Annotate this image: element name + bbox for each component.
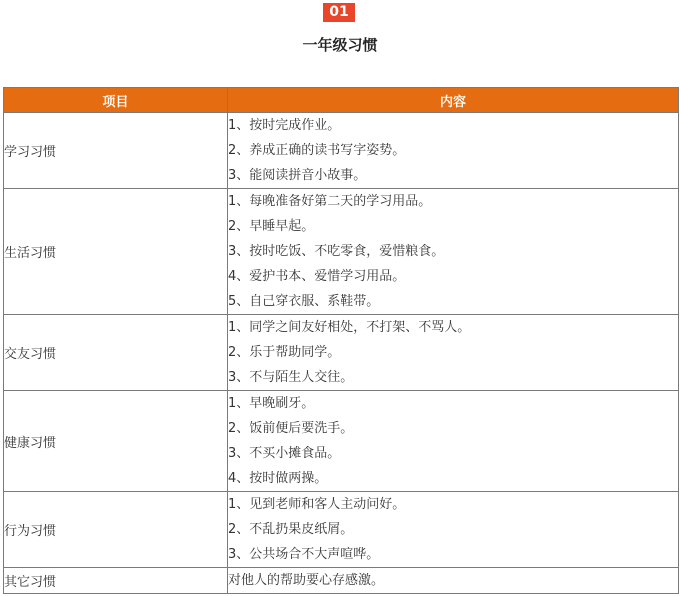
habit-item: 2、饭前便后要洗手。	[228, 421, 354, 436]
habit-item: 3、能阅读拼音小故事。	[228, 168, 367, 183]
habit-item: 1、早晚刷牙。	[228, 396, 315, 411]
table-row	[4, 315, 679, 391]
table-row	[4, 568, 679, 594]
column-header-item: 项目	[4, 88, 228, 113]
table-row	[4, 391, 679, 492]
habit-items	[228, 568, 679, 594]
habit-category: 其它习惯	[4, 568, 228, 594]
habit-item: 4、按时做两操。	[228, 471, 328, 486]
habit-items	[228, 113, 679, 189]
habit-items	[228, 315, 679, 391]
habit-item: 2、早睡早起。	[228, 219, 315, 234]
habit-item: 4、爱护书本、爱惜学习用品。	[228, 269, 406, 284]
habit-item: 1、每晚准备好第二天的学习用品。	[228, 194, 432, 209]
section-number-badge: 01	[323, 3, 355, 22]
habit-category: 行为习惯	[4, 492, 228, 568]
habit-item: 3、公共场合不大声喧哗。	[228, 547, 380, 562]
habit-item: 1、见到老师和客人主动问好。	[228, 497, 406, 512]
habit-item: 3、按时吃饭、不吃零食，爱惜粮食。	[228, 244, 445, 259]
table-row	[4, 189, 679, 315]
habit-category: 生活习惯	[4, 189, 228, 315]
habit-item: 1、按时完成作业。	[228, 118, 341, 133]
habit-item: 1、同学之间友好相处，不打架、不骂人。	[228, 320, 471, 335]
habit-category: 健康习惯	[4, 391, 228, 492]
habit-item: 5、自己穿衣服、系鞋带。	[228, 294, 380, 309]
habit-category: 交友习惯	[4, 315, 228, 391]
table-row	[4, 113, 679, 189]
habit-item: 3、不与陌生人交往。	[228, 370, 354, 385]
habit-items	[228, 189, 679, 315]
habit-item: 2、养成正确的读书写字姿势。	[228, 143, 406, 158]
habit-item: 对他人的帮助要心存感激。	[228, 573, 385, 588]
habits-table	[3, 87, 679, 594]
table-row	[4, 492, 679, 568]
habit-items	[228, 492, 679, 568]
habit-item: 3、不买小摊食品。	[228, 446, 341, 461]
table-header-row	[4, 88, 679, 113]
habit-item: 2、乐于帮助同学。	[228, 345, 341, 360]
column-header-content: 内容	[228, 88, 679, 113]
habit-item: 2、不乱扔果皮纸屑。	[228, 522, 354, 537]
habit-items	[228, 391, 679, 492]
habit-category: 学习习惯	[4, 113, 228, 189]
page-title: 一年级习惯	[302, 36, 378, 54]
